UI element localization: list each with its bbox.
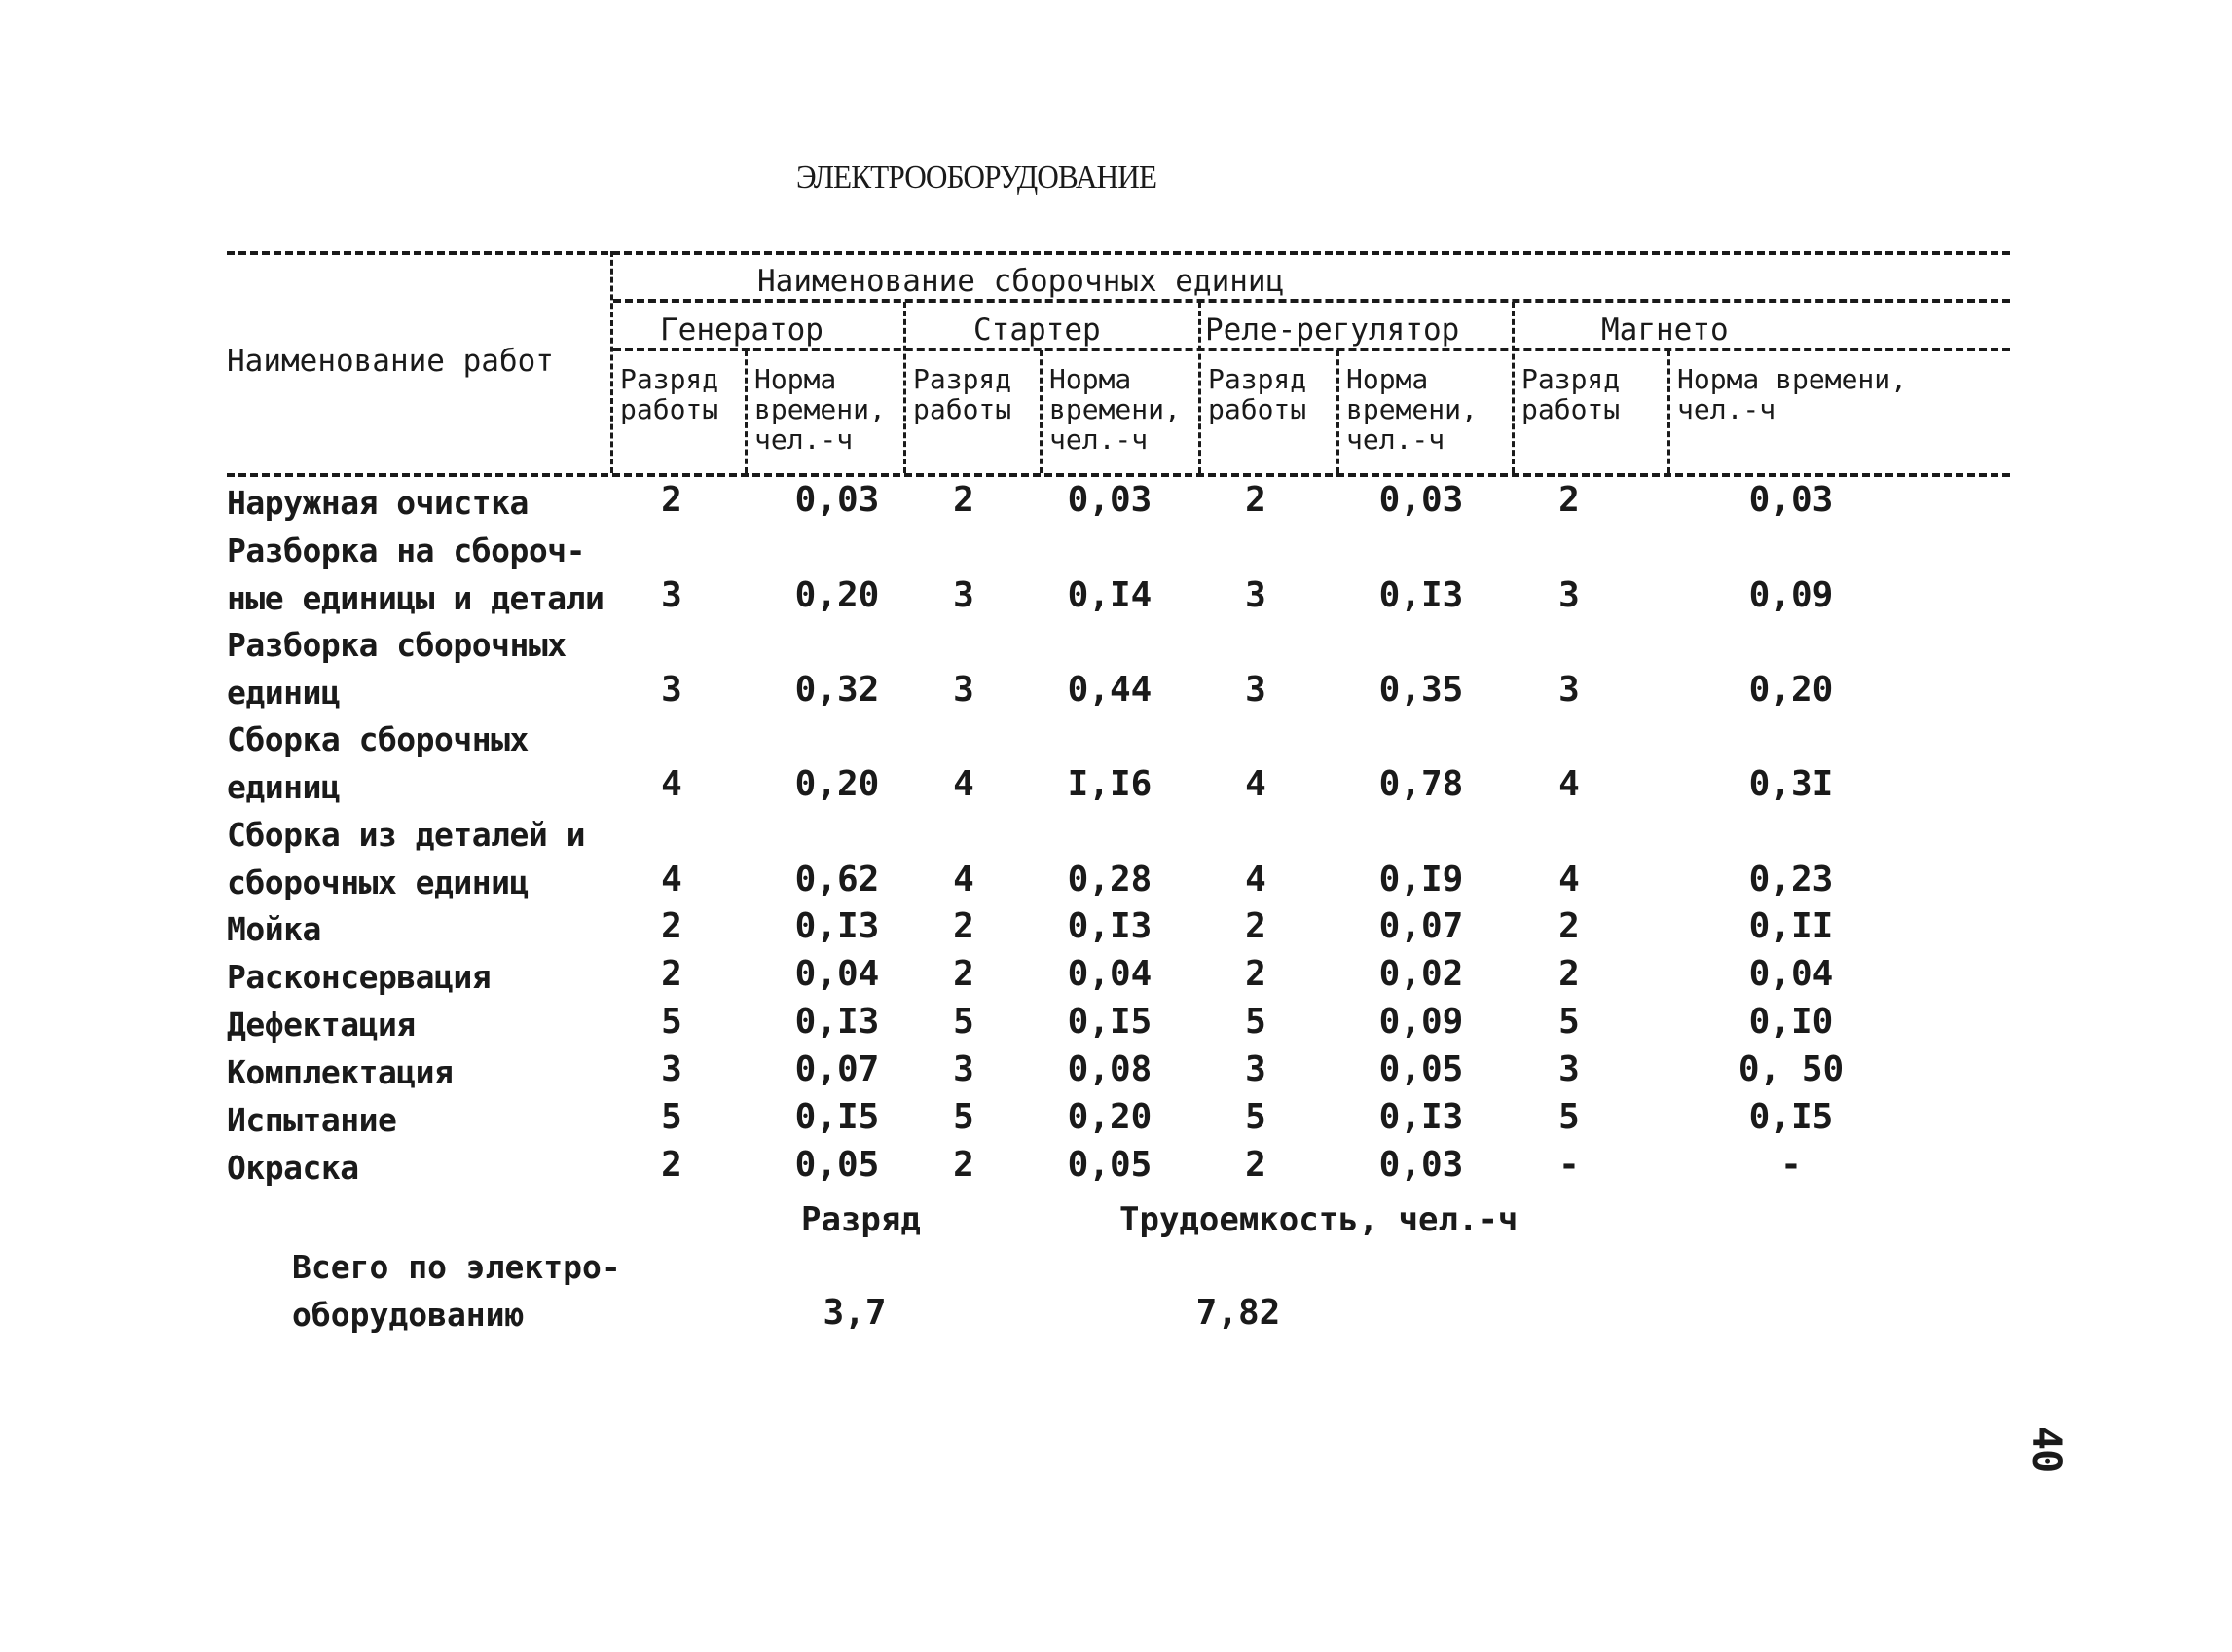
table-cell-magneto-norm: 0,I5 [1748,1097,1834,1137]
header-divider-magneto-left [1512,302,1515,473]
table-cell-starter-norm: 0,20 [1067,1097,1153,1137]
table-cell-relay-norm: 0,09 [1378,1002,1464,1042]
table-cell-magneto-grade: 5 [1558,1097,1580,1137]
row-label: Сборка из деталей и [227,816,585,854]
table-cell-magneto-norm: 0,I0 [1748,1002,1834,1042]
row-label: Наружная очистка [227,484,529,522]
row-label: Разборка сборочных [227,626,567,664]
table-cell-relay-norm: 0,78 [1378,764,1464,804]
table-cell-relay-norm: 0,I9 [1378,860,1464,899]
table-cell-generator-grade: 4 [661,860,682,899]
table-cell-relay-grade: 3 [1245,575,1266,615]
row-label: Испытание [227,1101,397,1139]
table-cell-starter-grade: 2 [953,480,974,520]
table-cell-starter-norm: 0,I5 [1067,1002,1153,1042]
table-cell-relay-norm: 0,35 [1378,670,1464,710]
table-cell-starter-grade: 3 [953,670,974,710]
summary-labor-value: 7,82 [1195,1293,1281,1333]
table-cell-generator-grade: 4 [661,764,682,804]
subheader-norm-magneto: Норма времени, чел.-ч [1677,363,1908,425]
unit-header-magneto: Магнето [1601,312,1729,348]
row-label: Мойка [227,910,321,948]
table-cell-relay-grade: 2 [1245,954,1266,994]
row-label-continued: ные единицы и детали [227,579,604,617]
table-cell-starter-grade: 4 [953,764,974,804]
table-cell-generator-norm: 0,20 [794,764,880,804]
subheader-grade-generator: Разряд работы [620,363,719,425]
subheader-norm-generator: Норма времени, чел.-ч [754,363,886,456]
table-cell-magneto-grade: - [1558,1145,1580,1185]
table-cell-starter-norm: 0,28 [1067,860,1153,899]
table-cell-magneto-norm: 0,04 [1748,954,1834,994]
table-cell-relay-grade: 5 [1245,1002,1266,1042]
table-cell-generator-grade: 3 [661,1049,682,1089]
table-cell-starter-grade: 3 [953,1049,974,1089]
header-divider-worknames [610,251,613,473]
table-cell-relay-norm: 0,03 [1378,480,1464,520]
table-cell-generator-norm: 0,62 [794,860,880,899]
table-cell-relay-grade: 4 [1245,860,1266,899]
table-cell-starter-norm: 0,08 [1067,1049,1153,1089]
row-label: Разборка на сбороч- [227,532,585,569]
table-cell-relay-norm: 0,07 [1378,906,1464,946]
table-cell-magneto-norm: 0,23 [1748,860,1834,899]
table-cell-starter-grade: 2 [953,906,974,946]
header-divider-generator [745,350,748,473]
table-cell-starter-norm: 0,03 [1067,480,1153,520]
table-cell-relay-grade: 2 [1245,906,1266,946]
table-cell-relay-norm: 0,03 [1378,1145,1464,1185]
table-cell-starter-grade: 2 [953,1145,974,1185]
table-cell-starter-norm: I,I6 [1067,764,1153,804]
table-cell-starter-norm: 0,04 [1067,954,1153,994]
subheader-norm-relay-regulator: Норма времени, чел.-ч [1346,363,1478,456]
table-cell-generator-grade: 2 [661,480,682,520]
table-cell-magneto-norm: - [1780,1145,1802,1185]
group-header-rule [613,299,2010,303]
row-label: Комплектация [227,1053,454,1091]
table-cell-generator-norm: 0,32 [794,670,880,710]
summary-grade-header: Разряд [801,1200,921,1239]
subheader-grade-magneto: Разряд работы [1521,363,1621,425]
table-cell-magneto-grade: 3 [1558,670,1580,710]
table-cell-relay-grade: 4 [1245,764,1266,804]
header-divider-relay-left [1198,302,1201,473]
row-label-continued: сборочных единиц [227,863,529,901]
table-cell-starter-grade: 5 [953,1002,974,1042]
table-cell-generator-grade: 3 [661,575,682,615]
table-cell-starter-grade: 2 [953,954,974,994]
table-cell-relay-grade: 2 [1245,480,1266,520]
table-cell-relay-grade: 3 [1245,670,1266,710]
table-top-rule [227,251,2010,255]
table-cell-generator-norm: 0,20 [794,575,880,615]
table-cell-generator-norm: 0,I3 [794,1002,880,1042]
row-label-continued: единиц [227,768,341,806]
table-cell-generator-norm: 0,05 [794,1145,880,1185]
unit-header-relay-regulator: Реле-регулятор [1205,312,1460,348]
table-cell-magneto-grade: 5 [1558,1002,1580,1042]
table-cell-starter-norm: 0,44 [1067,670,1153,710]
table-cell-magneto-norm: 0,09 [1748,575,1834,615]
table-cell-magneto-grade: 2 [1558,480,1580,520]
table-cell-starter-grade: 3 [953,575,974,615]
page-number: 40 [2024,1426,2068,1474]
row-label: Сборка сборочных [227,720,529,758]
unit-header-starter: Стартер [973,312,1101,348]
table-cell-magneto-norm: 0,II [1748,906,1834,946]
table-cell-generator-grade: 2 [661,954,682,994]
unit-header-generator: Генератор [660,312,823,348]
table-cell-generator-norm: 0,03 [794,480,880,520]
table-cell-magneto-norm: 0,20 [1748,670,1834,710]
row-label: Окраска [227,1149,359,1187]
table-cell-magneto-grade: 2 [1558,954,1580,994]
header-divider-starter-left [903,302,906,473]
table-cell-magneto-norm: 0,03 [1748,480,1834,520]
summary-grade-value: 3,7 [823,1293,887,1333]
subheader-grade-starter: Разряд работы [913,363,1012,425]
table-cell-generator-norm: 0,I3 [794,906,880,946]
table-cell-generator-norm: 0,07 [794,1049,880,1089]
header-divider-starter [1040,350,1043,473]
table-cell-generator-norm: 0,I5 [794,1097,880,1137]
table-cell-starter-norm: 0,05 [1067,1145,1153,1185]
table-cell-magneto-grade: 4 [1558,764,1580,804]
table-cell-magneto-grade: 4 [1558,860,1580,899]
table-cell-magneto-grade: 2 [1558,906,1580,946]
header-divider-relay [1336,350,1339,473]
table-cell-starter-norm: 0,I4 [1067,575,1153,615]
table-cell-relay-grade: 3 [1245,1049,1266,1089]
table-cell-generator-grade: 5 [661,1097,682,1137]
table-cell-relay-norm: 0,02 [1378,954,1464,994]
table-cell-generator-grade: 5 [661,1002,682,1042]
table-cell-relay-norm: 0,05 [1378,1049,1464,1089]
header-bottom-rule [227,473,2010,477]
table-cell-relay-norm: 0,I3 [1378,575,1464,615]
row-label-continued: единиц [227,674,341,712]
table-cell-magneto-norm: 0, 50 [1738,1049,1845,1089]
table-cell-starter-norm: 0,I3 [1067,906,1153,946]
table-cell-relay-grade: 2 [1245,1145,1266,1185]
row-label: Расконсервация [227,958,492,996]
table-cell-magneto-grade: 3 [1558,575,1580,615]
column-group-header-units: Наименование сборочных единиц [757,264,1285,299]
unit-header-rule [613,348,2010,351]
table-cell-generator-grade: 2 [661,1145,682,1185]
table-cell-relay-norm: 0,I3 [1378,1097,1464,1137]
table-cell-generator-grade: 3 [661,670,682,710]
table-cell-relay-grade: 5 [1245,1097,1266,1137]
page-title: ЭЛЕКТРООБОРУДОВАНИЕ [796,160,1157,196]
table-cell-generator-grade: 2 [661,906,682,946]
table-cell-starter-grade: 4 [953,860,974,899]
header-divider-magneto [1667,350,1670,473]
subheader-grade-relay-regulator: Разряд работы [1208,363,1307,425]
summary-label: Всего по электро- [292,1248,621,1286]
table-cell-starter-grade: 5 [953,1097,974,1137]
column-header-work-name: Наименование работ [227,344,554,379]
subheader-norm-starter: Норма времени, чел.-ч [1049,363,1181,456]
table-cell-generator-norm: 0,04 [794,954,880,994]
table-cell-magneto-norm: 0,3I [1748,764,1834,804]
summary-label-continued: оборудованию [292,1296,525,1334]
table-cell-magneto-grade: 3 [1558,1049,1580,1089]
row-label: Дефектация [227,1006,416,1044]
summary-labor-header: Трудоемкость, чел.-ч [1119,1200,1518,1239]
